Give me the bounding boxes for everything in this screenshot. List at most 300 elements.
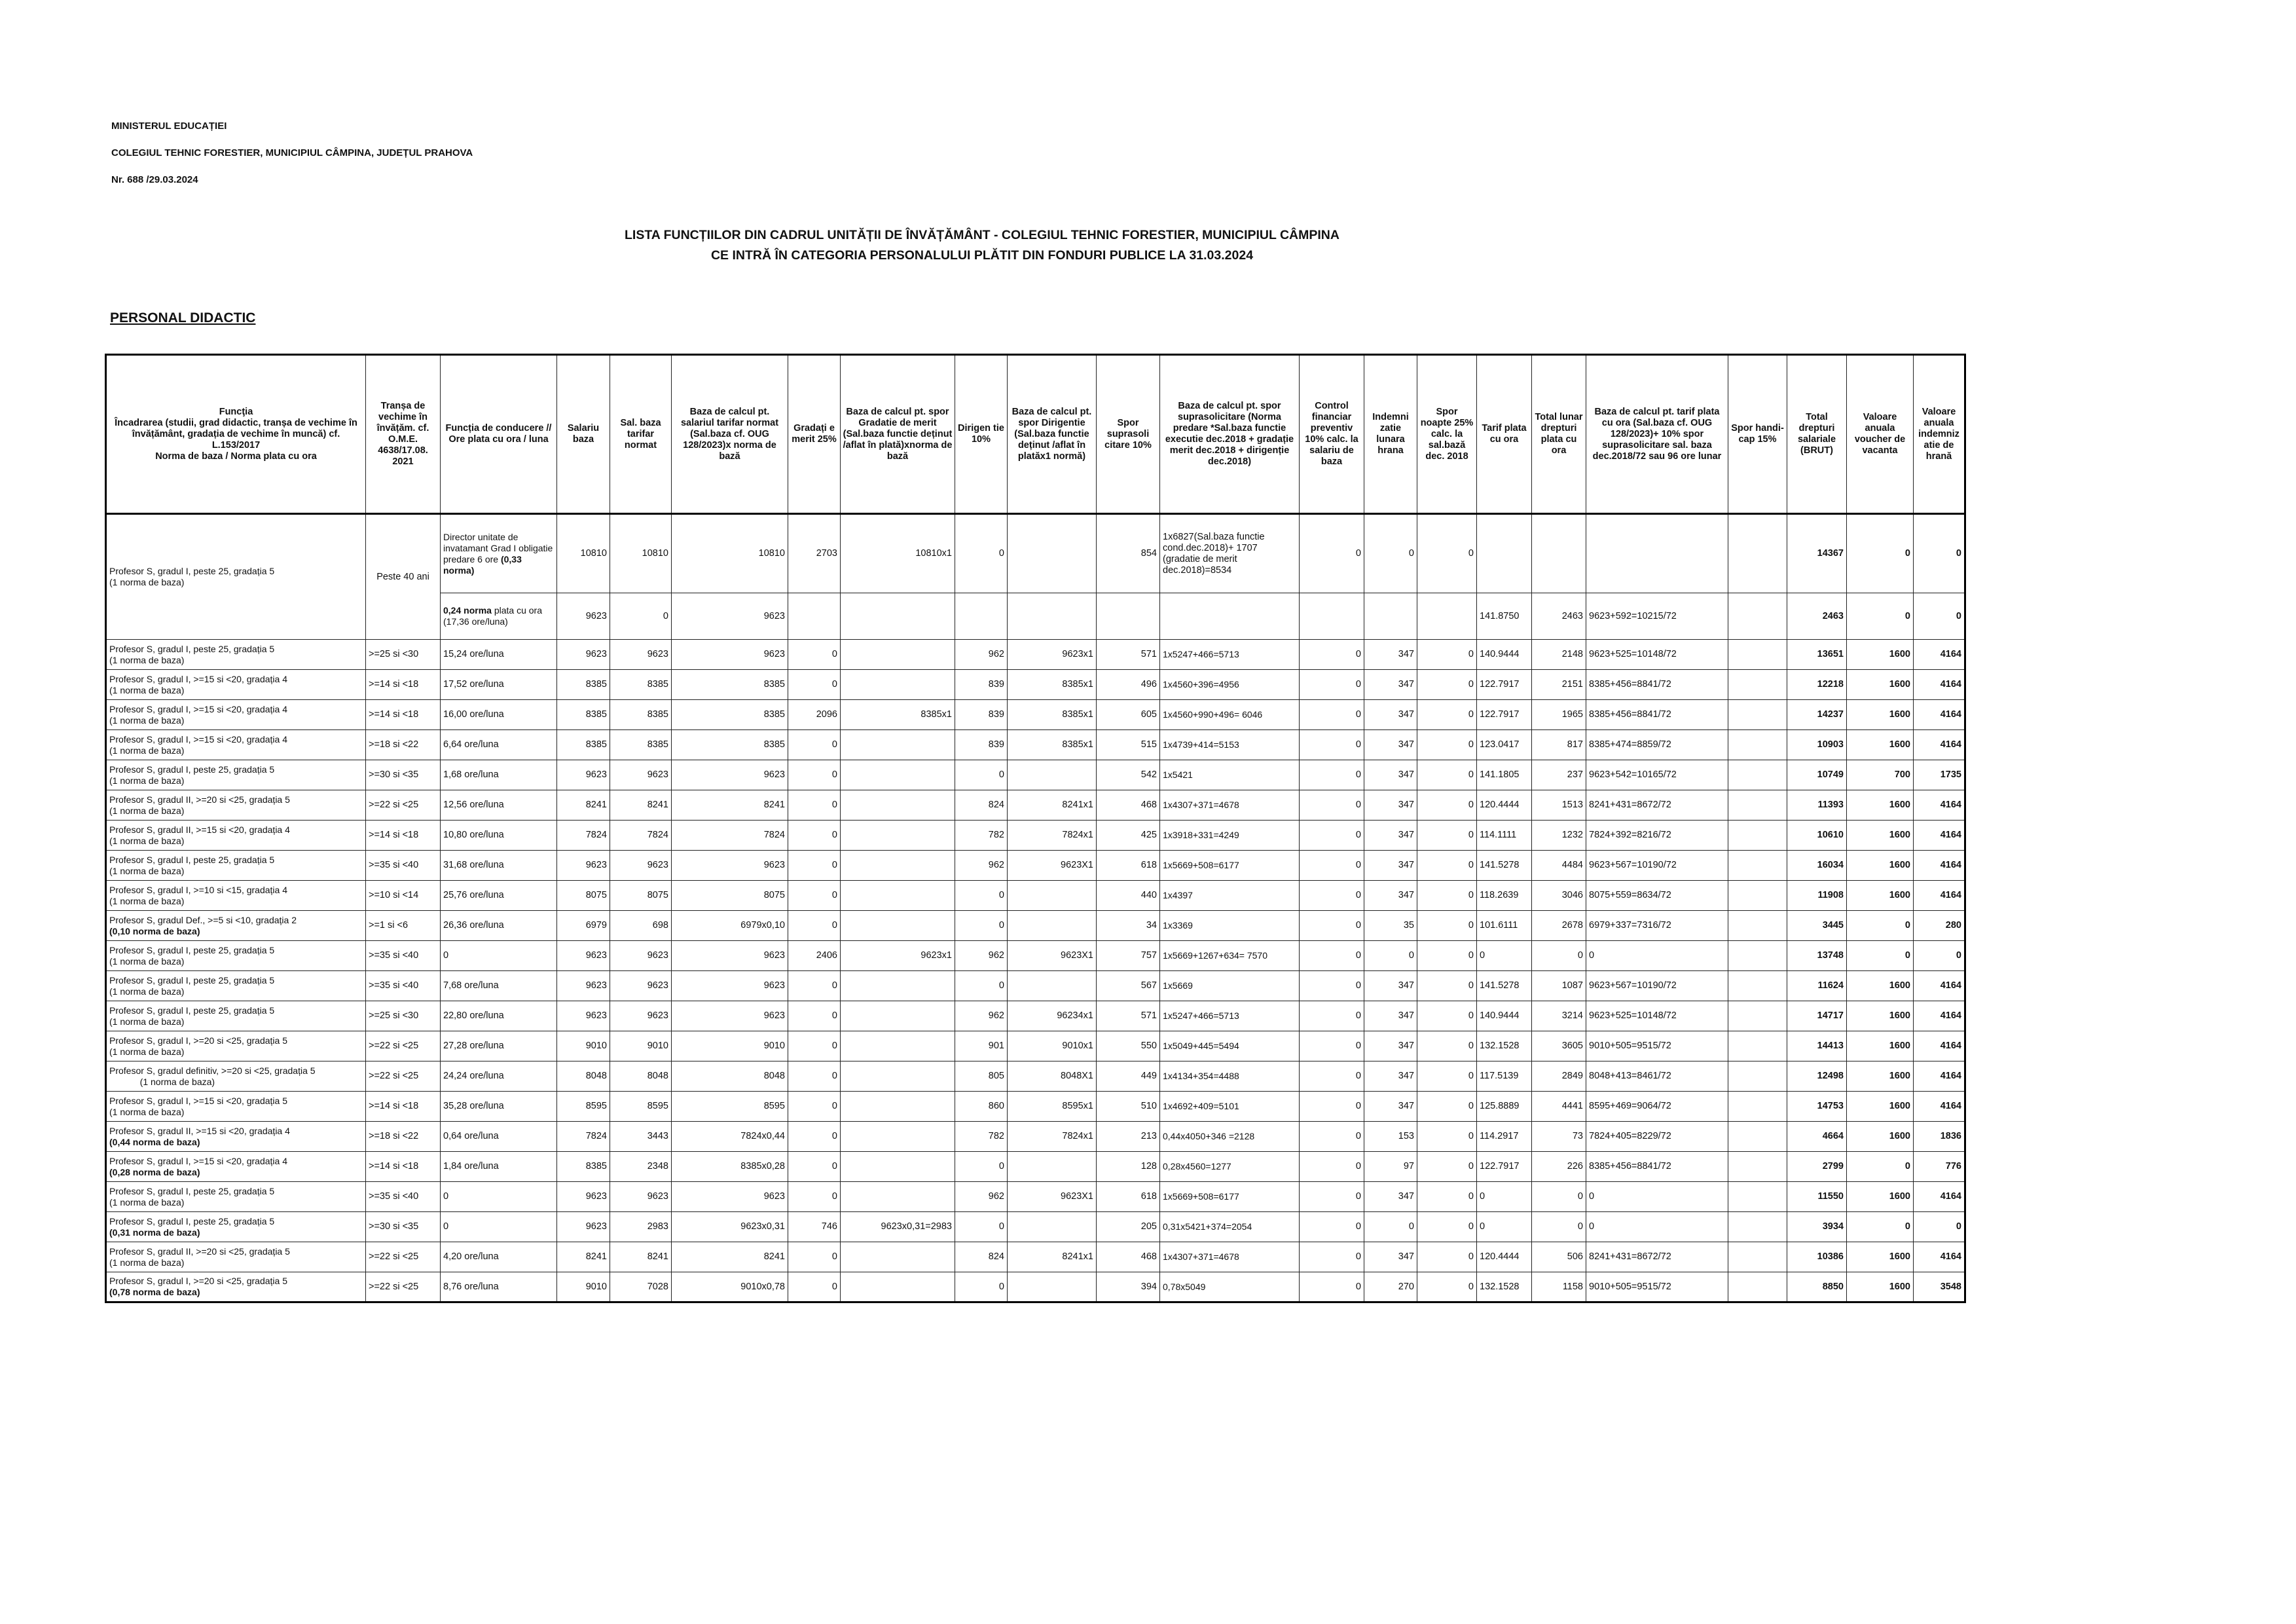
cell-baza-supra: 1x4307+371=4678 [1160, 790, 1300, 821]
cell-sal-baza: 8385 [557, 1152, 610, 1182]
cell-transa: >=10 si <14 [366, 881, 441, 911]
cell-functie [106, 1272, 366, 1302]
column-header: Total lunar drepturi plata cu ora [1532, 355, 1586, 514]
cell-spor-supra: 618 [1097, 851, 1160, 881]
cell-baza-tarif: 0 [1586, 941, 1728, 971]
cell-sal-tarifar: 8075 [610, 881, 672, 911]
cell-transa: >=35 si <40 [366, 1182, 441, 1212]
cell-ind-hrana: 0 [1914, 514, 1965, 593]
cell-baza-tarif: 0 [1586, 1182, 1728, 1212]
cell-transa: >=22 si <25 [366, 1061, 441, 1092]
cell-handicap [1728, 911, 1787, 941]
cell-noapte: 0 [1417, 1242, 1477, 1272]
cell-baza-gradatie [841, 760, 955, 790]
cell-baza-tarif: 9623+525=10148/72 [1586, 640, 1728, 670]
cell-handicap [1728, 1031, 1787, 1061]
functie-norma: (1 norma de baza) [109, 1016, 185, 1027]
cell-conducere: 0 [441, 1182, 557, 1212]
cell-baza-tarifar: 8241 [672, 790, 788, 821]
functie-title: Profesor S, gradul Def., >=5 si <10, gradația 2 [109, 914, 297, 925]
cell-baza-tarifar: 8241 [672, 1242, 788, 1272]
cell-control: 0 [1300, 640, 1364, 670]
cell-baza-dirigentie [1008, 881, 1097, 911]
cell-sal-baza: 7824 [557, 1122, 610, 1152]
cell-baza-gradatie [841, 730, 955, 760]
cell-sal-tarifar: 2983 [610, 1212, 672, 1242]
cell-dirigentie: 839 [955, 730, 1008, 760]
cell-sal-baza: 7824 [557, 821, 610, 851]
cell-transa: >=14 si <18 [366, 821, 441, 851]
cell-spor-supra: 425 [1097, 821, 1160, 851]
cell-baza-tarifar: 10810 [672, 514, 788, 593]
conducere-bold: 0,24 norma [443, 605, 492, 616]
cell-sal-tarifar: 8048 [610, 1061, 672, 1092]
functie-title: Profesor S, gradul I, peste 25, gradația 5 [109, 944, 275, 955]
cell-total-pco: 2463 [1532, 593, 1586, 640]
cell-ind-hrana: 4164 [1914, 670, 1965, 700]
cell-baza-dirigentie: 9623X1 [1008, 941, 1097, 971]
cell-baza-gradatie [841, 851, 955, 881]
cell-total: 12218 [1787, 670, 1847, 700]
cell-tarif: 122.7917 [1477, 700, 1532, 730]
table-row [106, 700, 1965, 730]
cell-ind-hrana: 4164 [1914, 730, 1965, 760]
cell-tarif: 0 [1477, 941, 1532, 971]
cell-gradatie: 0 [788, 1001, 841, 1031]
conducere-text: Director unitate de invatamant Grad I obligatie predare 6 ore [443, 531, 553, 564]
table-row [106, 760, 1965, 790]
cell-ind-hrana: 4164 [1914, 1092, 1965, 1122]
column-header: Salariu baza [557, 355, 610, 514]
cell-handicap [1728, 593, 1787, 640]
cell-gradatie [788, 593, 841, 640]
cell-conducere: 1,68 ore/luna [441, 760, 557, 790]
cell-conducere: 7,68 ore/luna [441, 971, 557, 1001]
cell-total: 4664 [1787, 1122, 1847, 1152]
cell-voucher: 1600 [1847, 821, 1914, 851]
cell-sal-baza: 6979 [557, 911, 610, 941]
cell-baza-gradatie [841, 971, 955, 1001]
cell-voucher: 0 [1847, 514, 1914, 593]
functie-norma: (1 norma de baza) [109, 805, 185, 816]
cell-gradatie: 0 [788, 790, 841, 821]
cell-tarif: 140.9444 [1477, 1001, 1532, 1031]
functie-title: Profesor S, gradul I, >=15 si <20, gradația 4 [109, 703, 288, 714]
cell-baza-tarifar: 9623 [672, 1001, 788, 1031]
cell-gradatie: 0 [788, 1182, 841, 1212]
column-header: Dirigen tie 10% [955, 355, 1008, 514]
cell-hrana: 0 [1364, 514, 1417, 593]
cell-transa: >=22 si <25 [366, 1272, 441, 1302]
cell-control: 0 [1300, 1031, 1364, 1061]
cell-handicap [1728, 640, 1787, 670]
cell-transa: >=14 si <18 [366, 1092, 441, 1122]
cell-baza-dirigentie: 8241x1 [1008, 1242, 1097, 1272]
cell-handicap [1728, 851, 1787, 881]
cell-baza-gradatie [841, 1182, 955, 1212]
cell-voucher: 700 [1847, 760, 1914, 790]
cell-sal-baza: 9010 [557, 1031, 610, 1061]
cell-sal-baza: 8385 [557, 730, 610, 760]
cell-baza-supra: 1x4134+354=4488 [1160, 1061, 1300, 1092]
cell-spor-supra: 205 [1097, 1212, 1160, 1242]
cell-hrana: 35 [1364, 911, 1417, 941]
cell-control: 0 [1300, 941, 1364, 971]
cell-total-pco: 3046 [1532, 881, 1586, 911]
cell-functie [106, 760, 366, 790]
cell-dirigentie: 782 [955, 1122, 1008, 1152]
column-header: Spor handi- cap 15% [1728, 355, 1787, 514]
cell-total: 3445 [1787, 911, 1847, 941]
functie-norma: (1 norma de baza) [109, 775, 185, 786]
cell-hrana [1364, 593, 1417, 640]
cell-control: 0 [1300, 730, 1364, 760]
cell-dirigentie: 901 [955, 1031, 1008, 1061]
cell-conducere: 10,80 ore/luna [441, 821, 557, 851]
cell-ind-hrana: 4164 [1914, 1061, 1965, 1092]
cell-functie [106, 1242, 366, 1272]
cell-baza-tarif: 9623+592=10215/72 [1586, 593, 1728, 640]
cell-baza-tarif: 9623+567=10190/72 [1586, 971, 1728, 1001]
cell-conducere: 1,84 ore/luna [441, 1152, 557, 1182]
functie-norma: (0,44 norma de baza) [109, 1136, 200, 1147]
cell-baza-tarif: 8241+431=8672/72 [1586, 1242, 1728, 1272]
functie-norma: (1 norma de baza) [109, 1196, 185, 1208]
cell-hrana: 347 [1364, 640, 1417, 670]
column-header: Baza de calcul pt. salariul tarifar normat (Sal.baza cf. OUG 128/2023)x norma de bază [672, 355, 788, 514]
cell-baza-gradatie: 8385x1 [841, 700, 955, 730]
column-header: Baza de calcul pt. tarif plata cu ora (Sal.baza cf. OUG 128/2023)+ 10% spor suprasolicitare sal. baza dec.2018/72 sau 96 ore lunar [1586, 355, 1728, 514]
cell-sal-tarifar: 9623 [610, 760, 672, 790]
cell-tarif: 122.7917 [1477, 1152, 1532, 1182]
cell-gradatie: 0 [788, 760, 841, 790]
cell-tarif: 117.5139 [1477, 1061, 1532, 1092]
cell-baza-supra: 1x5669+508=6177 [1160, 851, 1300, 881]
cell-baza-tarifar: 8385 [672, 730, 788, 760]
cell-baza-tarifar: 8385 [672, 670, 788, 700]
cell-sal-baza: 8075 [557, 881, 610, 911]
table-row [106, 1092, 1965, 1122]
cell-sal-tarifar: 7824 [610, 821, 672, 851]
cell-gradatie: 0 [788, 1242, 841, 1272]
table-row [106, 1031, 1965, 1061]
cell-total-pco: 506 [1532, 1242, 1586, 1272]
cell-total-pco: 1087 [1532, 971, 1586, 1001]
cell-gradatie: 0 [788, 851, 841, 881]
cell-baza-supra: 1x5049+445=5494 [1160, 1031, 1300, 1061]
cell-handicap [1728, 1092, 1787, 1122]
cell-total: 8850 [1787, 1272, 1847, 1302]
cell-handicap [1728, 971, 1787, 1001]
cell-sal-tarifar: 10810 [610, 514, 672, 593]
cell-total: 3934 [1787, 1212, 1847, 1242]
cell-baza-dirigentie: 8385x1 [1008, 670, 1097, 700]
functie-title: Profesor S, gradul I, >=15 si <20, gradația 4 [109, 1155, 288, 1166]
cell-baza-gradatie: 10810x1 [841, 514, 955, 593]
cell-baza-gradatie [841, 790, 955, 821]
functie-norma: (1 norma de baza) [109, 1046, 185, 1057]
cell-baza-tarifar: 9623 [672, 851, 788, 881]
cell-baza-tarif: 7824+392=8216/72 [1586, 821, 1728, 851]
cell-baza-gradatie [841, 670, 955, 700]
functie-norma: (1 norma de baza) [109, 835, 185, 846]
cell-control: 0 [1300, 971, 1364, 1001]
cell-noapte: 0 [1417, 1061, 1477, 1092]
cell-baza-dirigentie: 8241x1 [1008, 790, 1097, 821]
cell-baza-tarifar: 9623 [672, 640, 788, 670]
cell-spor-supra: 571 [1097, 1001, 1160, 1031]
cell-sal-tarifar: 8241 [610, 790, 672, 821]
cell-baza-dirigentie [1008, 593, 1097, 640]
cell-baza-tarif: 9623+567=10190/72 [1586, 851, 1728, 881]
cell-ind-hrana: 4164 [1914, 1242, 1965, 1272]
cell-spor-supra: 550 [1097, 1031, 1160, 1061]
cell-noapte: 0 [1417, 911, 1477, 941]
functie-norma: (0,78 norma de baza) [109, 1287, 200, 1297]
cell-total: 13651 [1787, 640, 1847, 670]
table-row [106, 881, 1965, 911]
cell-sal-baza: 10810 [557, 514, 610, 593]
column-header: Total drepturi salariale (BRUT) [1787, 355, 1847, 514]
cell-transa: Peste 40 ani [366, 514, 441, 640]
cell-conducere: 12,56 ore/luna [441, 790, 557, 821]
cell-handicap [1728, 730, 1787, 760]
cell-baza-gradatie: 9623x1 [841, 941, 955, 971]
cell-conducere: 15,24 ore/luna [441, 640, 557, 670]
cell-spor-supra: 571 [1097, 640, 1160, 670]
table-row [106, 1212, 1965, 1242]
cell-handicap [1728, 821, 1787, 851]
table-row-director [106, 514, 1965, 593]
table-row [106, 821, 1965, 851]
cell-baza-gradatie [841, 1122, 955, 1152]
cell-total-pco: 4441 [1532, 1092, 1586, 1122]
cell-spor-supra: 605 [1097, 700, 1160, 730]
cell-tarif: 0 [1477, 1212, 1532, 1242]
cell-functie [106, 1001, 366, 1031]
cell-ind-hrana: 4164 [1914, 1001, 1965, 1031]
table-row [106, 1061, 1965, 1092]
cell-ind-hrana: 1836 [1914, 1122, 1965, 1152]
cell-control: 0 [1300, 851, 1364, 881]
cell-transa: >=30 si <35 [366, 1212, 441, 1242]
cell-total-pco: 73 [1532, 1122, 1586, 1152]
cell-functie [106, 730, 366, 760]
cell-handicap [1728, 760, 1787, 790]
cell-tarif [1477, 514, 1532, 593]
cell-baza-tarifar: 9010x0,78 [672, 1272, 788, 1302]
cell-ind-hrana: 4164 [1914, 1182, 1965, 1212]
cell-total-pco: 1158 [1532, 1272, 1586, 1302]
cell-dirigentie: 0 [955, 1272, 1008, 1302]
cell-voucher: 1600 [1847, 851, 1914, 881]
cell-total-pco: 3605 [1532, 1031, 1586, 1061]
conducere-bold: (0,33 norma) [443, 553, 522, 576]
cell-noapte: 0 [1417, 640, 1477, 670]
cell-ind-hrana: 280 [1914, 911, 1965, 941]
cell-conducere: 22,80 ore/luna [441, 1001, 557, 1031]
table-row [106, 941, 1965, 971]
cell-total-pco: 1965 [1532, 700, 1586, 730]
cell-noapte: 0 [1417, 1152, 1477, 1182]
cell-dirigentie: 839 [955, 670, 1008, 700]
cell-baza-dirigentie [1008, 514, 1097, 593]
cell-total-pco: 0 [1532, 1182, 1586, 1212]
cell-baza-tarif: 8385+474=8859/72 [1586, 730, 1728, 760]
cell-sal-tarifar: 8241 [610, 1242, 672, 1272]
cell-gradatie: 0 [788, 670, 841, 700]
cell-baza-tarif [1586, 514, 1728, 593]
cell-total-pco: 2849 [1532, 1061, 1586, 1092]
cell-ind-hrana: 1735 [1914, 760, 1965, 790]
cell-transa: >=22 si <25 [366, 790, 441, 821]
cell-transa: >=35 si <40 [366, 971, 441, 1001]
school-name: COLEGIUL TEHNIC FORESTIER, MUNICIPIUL CÂMPINA, JUDEȚUL PRAHOVA [111, 147, 473, 158]
cell-baza-tarif: 9623+542=10165/72 [1586, 760, 1728, 790]
cell-control: 0 [1300, 1122, 1364, 1152]
cell-control: 0 [1300, 700, 1364, 730]
cell-baza-dirigentie: 7824x1 [1008, 821, 1097, 851]
cell-baza-tarifar: 7824x0,44 [672, 1122, 788, 1152]
cell-sal-baza: 8241 [557, 1242, 610, 1272]
cell-handicap [1728, 1272, 1787, 1302]
cell-dirigentie: 0 [955, 971, 1008, 1001]
cell-total-pco: 2151 [1532, 670, 1586, 700]
cell-hrana: 347 [1364, 760, 1417, 790]
cell-ind-hrana: 4164 [1914, 700, 1965, 730]
cell-baza-dirigentie [1008, 1152, 1097, 1182]
cell-transa: >=14 si <18 [366, 1152, 441, 1182]
column-header: Spor suprasoli citare 10% [1097, 355, 1160, 514]
cell-gradatie: 0 [788, 1122, 841, 1152]
cell-spor-supra: 449 [1097, 1061, 1160, 1092]
functie-title: Profesor S, gradul I, peste 25, gradația 5 [109, 643, 275, 654]
cell-hrana: 0 [1364, 1212, 1417, 1242]
cell-hrana: 347 [1364, 1242, 1417, 1272]
cell-total-pco: 2148 [1532, 640, 1586, 670]
column-header: Baza de calcul pt. spor Gradatie de merit (Sal.baza functie deținut /aflat în plată)xnorma de bază [841, 355, 955, 514]
cell-sal-baza: 9623 [557, 1212, 610, 1242]
cell-sal-baza: 9623 [557, 941, 610, 971]
cell-total: 12498 [1787, 1061, 1847, 1092]
cell-baza-dirigentie [1008, 911, 1097, 941]
cell-hrana: 347 [1364, 1001, 1417, 1031]
cell-tarif: 0 [1477, 1182, 1532, 1212]
cell-noapte: 0 [1417, 1122, 1477, 1152]
table-header [106, 355, 1965, 514]
cell-hrana: 347 [1364, 1182, 1417, 1212]
cell-baza-supra: 0,78x5049 [1160, 1272, 1300, 1302]
cell-sal-baza: 8595 [557, 1092, 610, 1122]
cell-gradatie: 2406 [788, 941, 841, 971]
cell-baza-tarif: 9010+505=9515/72 [1586, 1031, 1728, 1061]
cell-spor-supra: 854 [1097, 514, 1160, 593]
table-body [106, 514, 1965, 1302]
cell-baza-tarifar: 8595 [672, 1092, 788, 1122]
cell-total-pco: 237 [1532, 760, 1586, 790]
cell-voucher: 1600 [1847, 1031, 1914, 1061]
cell-tarif: 114.2917 [1477, 1122, 1532, 1152]
table-row [106, 1152, 1965, 1182]
cell-total-pco: 1513 [1532, 790, 1586, 821]
cell-tarif: 122.7917 [1477, 670, 1532, 700]
cell-baza-gradatie [841, 640, 955, 670]
cell-baza-tarifar: 9623 [672, 593, 788, 640]
cell-conducere: 24,24 ore/luna [441, 1061, 557, 1092]
cell-total: 10386 [1787, 1242, 1847, 1272]
cell-baza-tarif: 8241+431=8672/72 [1586, 790, 1728, 821]
cell-baza-supra: 1x5247+466=5713 [1160, 640, 1300, 670]
cell-transa: >=30 si <35 [366, 760, 441, 790]
functie-norma: (0,31 norma de baza) [109, 1227, 200, 1238]
cell-baza-tarif: 0 [1586, 1212, 1728, 1242]
cell-hrana: 347 [1364, 700, 1417, 730]
cell-sal-tarifar: 9623 [610, 1001, 672, 1031]
cell-voucher: 1600 [1847, 670, 1914, 700]
cell-transa: >=22 si <25 [366, 1242, 441, 1272]
functie-norma: (1 norma de baza) [109, 745, 185, 756]
cell-sal-baza: 8241 [557, 790, 610, 821]
column-header: Funcţia Încadrarea (studii, grad didactic, tranșa de vechime în învățământ, gradația de vechime în muncă) cf. L.153/2017 Norma de baza / Norma plata cu ora [106, 355, 366, 514]
cell-sal-baza: 9623 [557, 971, 610, 1001]
cell-baza-gradatie [841, 1061, 955, 1092]
cell-conducere: 0 [441, 941, 557, 971]
cell-baza-supra: 1x4307+371=4678 [1160, 1242, 1300, 1272]
functie-norma: (1 norma de baza) [109, 684, 185, 695]
cell-control [1300, 593, 1364, 640]
conducere-text: plata cu ora (17,36 ore/luna) [443, 605, 542, 627]
cell-control: 0 [1300, 881, 1364, 911]
cell-baza-tarif: 8595+469=9064/72 [1586, 1092, 1728, 1122]
cell-functie [106, 881, 366, 911]
cell-spor-supra: 757 [1097, 941, 1160, 971]
cell-tarif: 120.4444 [1477, 790, 1532, 821]
cell-baza-dirigentie: 96234x1 [1008, 1001, 1097, 1031]
functie-title: Profesor S, gradul I, peste 25, gradația 5 [109, 1215, 275, 1227]
cell-ind-hrana: 4164 [1914, 821, 1965, 851]
cell-sal-tarifar: 9623 [610, 640, 672, 670]
cell-baza-gradatie [841, 593, 955, 640]
cell-baza-dirigentie [1008, 1272, 1097, 1302]
cell-baza-supra: 1x5247+466=5713 [1160, 1001, 1300, 1031]
cell-control: 0 [1300, 1272, 1364, 1302]
cell-noapte: 0 [1417, 790, 1477, 821]
cell-baza-supra: 1x6827(Sal.baza functie cond.dec.2018)+ 1707 (gradatie de merit dec.2018)=8534 [1160, 514, 1300, 593]
cell-sal-tarifar: 2348 [610, 1152, 672, 1182]
cell-conducere: 31,68 ore/luna [441, 851, 557, 881]
cell-tarif: 132.1528 [1477, 1272, 1532, 1302]
cell-baza-supra: 0,44x4050+346 =2128 [1160, 1122, 1300, 1152]
document-title-line2: CE INTRĂ ÎN CATEGORIA PERSONALULUI PLĂTIT DIN FONDURI PUBLICE LA 31.03.2024 [710, 248, 1254, 263]
cell-baza-dirigentie: 8385x1 [1008, 700, 1097, 730]
cell-spor-supra: 468 [1097, 1242, 1160, 1272]
cell-noapte: 0 [1417, 760, 1477, 790]
cell-ind-hrana: 4164 [1914, 1031, 1965, 1061]
cell-functie [106, 670, 366, 700]
column-header: Tarif plata cu ora [1477, 355, 1532, 514]
cell-total: 14367 [1787, 514, 1847, 593]
cell-total: 2463 [1787, 593, 1847, 640]
cell-noapte: 0 [1417, 1272, 1477, 1302]
cell-hrana: 0 [1364, 941, 1417, 971]
cell-transa: >=35 si <40 [366, 941, 441, 971]
cell-handicap [1728, 1061, 1787, 1092]
cell-voucher: 1600 [1847, 1242, 1914, 1272]
document-title-line1: LISTA FUNCȚIILOR DIN CADRUL UNITĂȚII DE ÎNVĂȚĂMÂNT - COLEGIUL TEHNIC FORESTIER, MUNICIPIUL CÂMPINA [625, 228, 1339, 242]
cell-spor-supra: 567 [1097, 971, 1160, 1001]
cell-gradatie: 0 [788, 971, 841, 1001]
functie-title: Profesor S, gradul I, peste 25, gradația 5 [109, 974, 275, 986]
